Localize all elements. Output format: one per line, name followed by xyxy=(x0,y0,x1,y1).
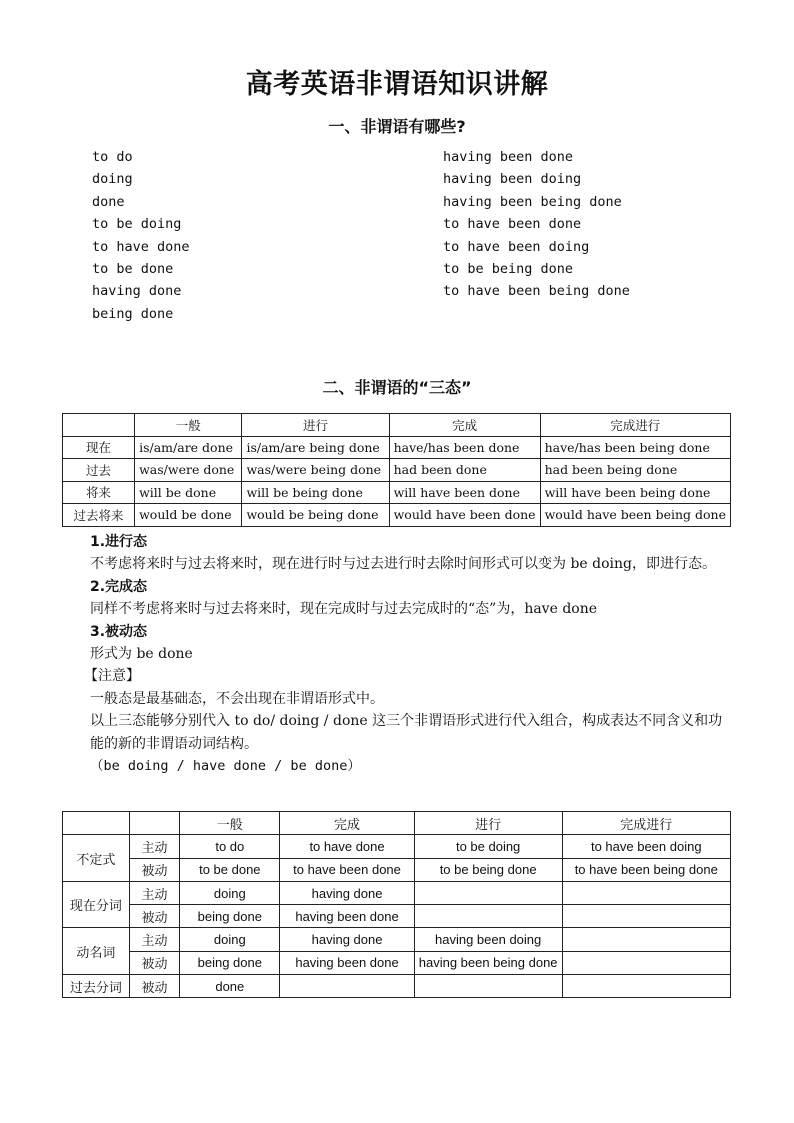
table-header-cell: 进行 xyxy=(414,812,562,835)
form-item: having been being done xyxy=(443,193,622,210)
table-header-row xyxy=(63,414,731,437)
table-cell: will be done xyxy=(135,481,242,504)
table-cell: to have been doing xyxy=(562,835,730,858)
table-cell: being done xyxy=(180,905,280,928)
row-header: 过去 xyxy=(63,459,135,482)
table-cell: have/has been being done xyxy=(540,436,730,459)
table-row xyxy=(63,905,731,928)
form-item: to be being done xyxy=(443,260,574,277)
table-cell: having been doing xyxy=(414,928,562,951)
table-header-cell: 完成进行 xyxy=(562,812,730,835)
row-header: 将来 xyxy=(63,481,135,504)
table-row xyxy=(63,881,731,904)
table-cell: would have been done xyxy=(389,504,540,527)
table-cell xyxy=(562,975,730,998)
table-cell: to have been being done xyxy=(562,858,730,881)
explanation-block xyxy=(62,531,732,777)
row-header: 现在 xyxy=(63,436,135,459)
paragraph-passive: 形式为 be done xyxy=(90,646,193,663)
table-cell: will have been done xyxy=(389,481,540,504)
voice-label: 被动 xyxy=(129,858,179,881)
subheading-perfect: 2.完成态 xyxy=(90,578,148,595)
voice-label: 被动 xyxy=(129,905,179,928)
table-cell: to do xyxy=(180,835,280,858)
group-label: 过去分词 xyxy=(63,975,130,998)
table-row xyxy=(63,951,731,974)
group-label: 现在分词 xyxy=(63,881,130,928)
table-row xyxy=(63,835,731,858)
form-item: having been done xyxy=(443,149,574,165)
table-cell: have/has been done xyxy=(389,436,540,459)
voice-label: 主动 xyxy=(129,928,179,951)
table-cell xyxy=(562,928,730,951)
table-cell xyxy=(562,881,730,904)
table-cell: to be done xyxy=(180,858,280,881)
table-header-cell xyxy=(63,812,130,835)
table-cell: will have been being done xyxy=(540,481,730,504)
voice-label: 主动 xyxy=(129,835,179,858)
paragraph-progressive: 不考虑将来时与过去将来时，现在进行时与过去进行时去除时间形式可以变为 be doing，即进行态。 xyxy=(90,556,716,573)
table-cell: having been done xyxy=(280,951,414,974)
table-row xyxy=(63,504,731,527)
right-forms-list xyxy=(443,146,630,303)
page-title: 高考英语非谓语知识讲解 xyxy=(245,69,549,100)
voice-label: 被动 xyxy=(129,951,179,974)
table-cell: having done xyxy=(280,928,414,951)
table-header-cell: 一般 xyxy=(135,414,242,437)
table-cell: having been being done xyxy=(414,951,562,974)
table-cell: would be being done xyxy=(242,504,389,527)
table-cell: was/were done xyxy=(135,459,242,482)
table-cell: to have been done xyxy=(280,858,414,881)
table-cell xyxy=(414,975,562,998)
form-item: having done xyxy=(92,283,182,300)
subheading-progressive: 1.进行态 xyxy=(90,534,148,550)
table-cell: had been being done xyxy=(540,459,730,482)
form-item: to have been done xyxy=(443,216,582,233)
table-cell: doing xyxy=(180,881,280,904)
table-cell xyxy=(414,881,562,904)
table-cell: had been done xyxy=(389,459,540,482)
note-paragraph: 以上三态能够分别代入 to do/ doing / done 这三个非谓语形式进行代入组合，构成表达不同含义和功能的新的非谓语动词结构。 xyxy=(90,713,723,752)
note-paragraph: 一般态是最基础态，不会出现在非谓语形式中。 xyxy=(90,690,384,707)
table-header-cell: 进行 xyxy=(242,414,389,437)
table-cell: doing xyxy=(180,928,280,951)
table-row xyxy=(63,975,731,998)
table-row xyxy=(63,481,731,504)
subheading-passive: 3.被动态 xyxy=(90,623,148,640)
table-header-cell xyxy=(63,414,135,437)
table-row xyxy=(63,459,731,482)
group-label: 不定式 xyxy=(63,835,130,882)
table-cell xyxy=(562,905,730,928)
form-item: to be doing xyxy=(92,216,182,233)
form-item: doing xyxy=(92,171,133,188)
table-row xyxy=(63,928,731,951)
form-item: having been doing xyxy=(443,171,582,188)
table-header-cell: 完成进行 xyxy=(540,414,730,437)
note-heading: 【注意】 xyxy=(84,668,140,685)
table-cell: to be doing xyxy=(414,835,562,858)
form-item: to have done xyxy=(92,238,190,255)
table-cell: is/am/are done xyxy=(135,436,242,459)
paragraph-perfect: 同样不考虑将来时与过去将来时，现在完成时与过去完成时的“态”为，have done xyxy=(90,601,598,618)
table-cell xyxy=(562,951,730,974)
table-cell xyxy=(414,905,562,928)
tense-aspect-table xyxy=(62,413,731,527)
voice-label: 主动 xyxy=(129,881,179,904)
voice-label: 被动 xyxy=(129,975,179,998)
form-item: to be done xyxy=(92,260,174,277)
group-label: 动名词 xyxy=(63,928,130,975)
row-header: 过去将来 xyxy=(63,504,135,527)
table-cell: done xyxy=(180,975,280,998)
table-cell: is/am/are being done xyxy=(242,436,389,459)
table-header-cell: 一般 xyxy=(180,812,280,835)
table-cell: would have been being done xyxy=(540,504,730,527)
form-item: done xyxy=(92,193,125,210)
table-cell: having been done xyxy=(280,905,414,928)
table-cell: to be being done xyxy=(414,858,562,881)
table-header-cell: 完成 xyxy=(280,812,414,835)
section2-heading: 二、非谓语的“三态” xyxy=(322,378,472,397)
table-header-cell xyxy=(129,812,179,835)
left-forms-list xyxy=(92,146,190,325)
table-cell: would be done xyxy=(135,504,242,527)
table-cell: was/were being done xyxy=(242,459,389,482)
table-row xyxy=(63,436,731,459)
form-item: to have been doing xyxy=(443,238,590,255)
nonfinite-forms-table xyxy=(62,811,731,998)
form-item: being done xyxy=(92,305,174,322)
table-row xyxy=(63,858,731,881)
table-cell: to have done xyxy=(280,835,414,858)
table-header-row xyxy=(63,812,731,835)
section1-heading: 一、非谓语有哪些? xyxy=(328,117,466,136)
table-cell: having done xyxy=(280,881,414,904)
table-cell: being done xyxy=(180,951,280,974)
form-item: to do xyxy=(92,149,133,165)
table-cell xyxy=(280,975,414,998)
table-cell: will be being done xyxy=(242,481,389,504)
form-item: to have been being done xyxy=(443,283,630,300)
table-header-cell: 完成 xyxy=(389,414,540,437)
note-forms: （be doing / have done / be done） xyxy=(90,758,361,775)
